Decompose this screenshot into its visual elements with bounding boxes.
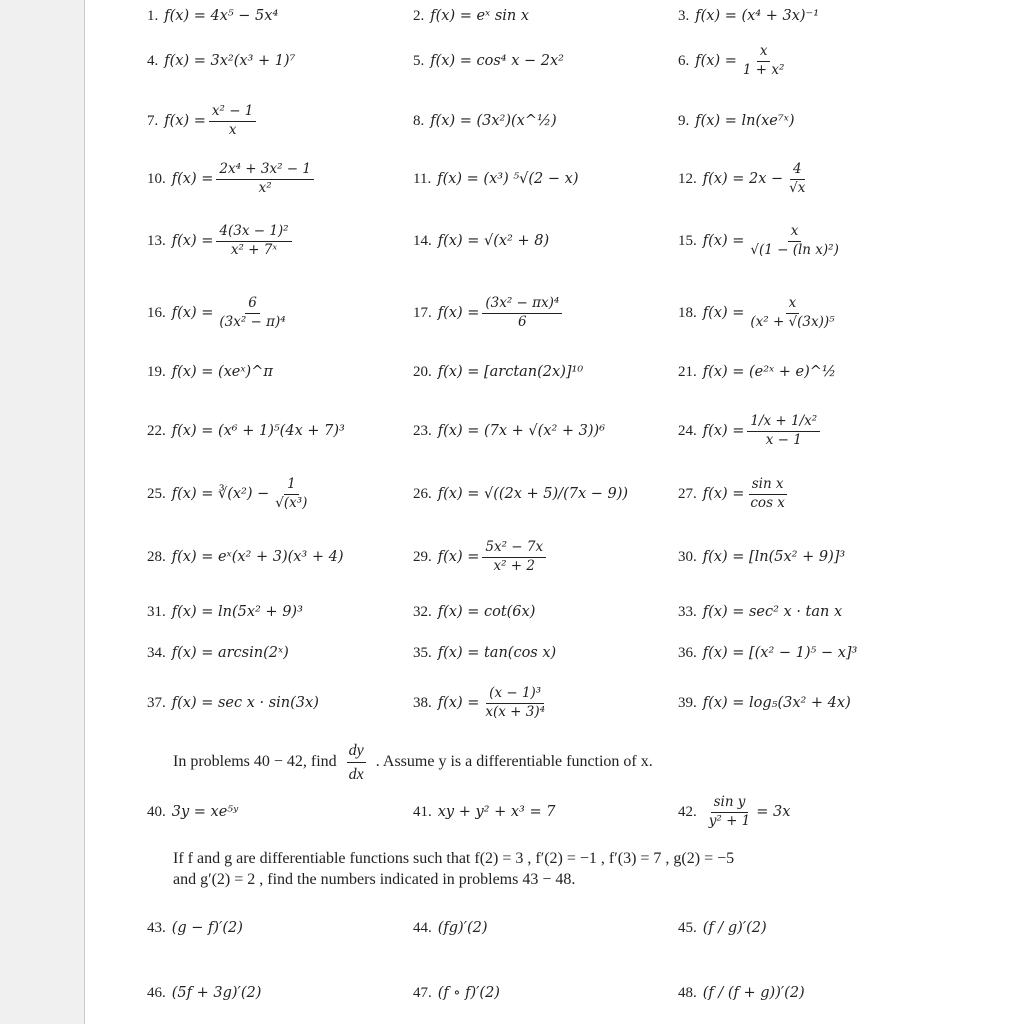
expression-text: f(x) = ln(5x² + 9)³ [171,604,303,621]
problem-21 [678,365,836,380]
problem-25 [147,478,313,510]
fraction-numerator: 1/x + 1/x² [747,415,820,432]
problem-31 [147,605,303,620]
problem-number: 13. [147,232,166,249]
problem-number: 16. [147,304,166,321]
expression-text: f(x) = (3x²)(x^½) [430,113,557,130]
problem-expression [703,550,845,565]
expression-text: (g − f)′(2) [171,920,243,937]
expression-text: f(x) = cos⁴ x − 2x² [430,53,564,70]
problem-number: 20. [413,364,432,380]
problem-expression [695,9,819,24]
fraction-denominator: cos x [750,494,785,511]
problem-expression [172,986,262,1001]
problem-46 [147,986,261,1001]
problem-4 [147,54,295,69]
expression-lead: f(x) = [702,422,745,439]
problem-expression [172,365,273,380]
problem-number: 38. [413,694,432,711]
problem-35 [413,646,556,661]
problem-10 [147,163,317,195]
expression-lead: f(x) = [171,304,214,321]
problem-7 [147,105,259,137]
problem-27 [678,478,791,510]
problem-expression [438,297,566,329]
expression-text: f(x) = [arctan(2x)]¹⁰ [437,364,584,381]
problem-expression [430,9,529,24]
problem-number: 12. [678,170,697,187]
problem-39 [678,696,851,711]
expression-text: f(x) = cot(6x) [437,604,536,621]
problem-number: 40. [147,804,166,820]
problem-expression [172,163,317,195]
problem-number: 44. [413,920,432,936]
expression-text: (f ∘ f)′(2) [437,985,500,1002]
fraction-numerator: 2x⁴ + 3x² − 1 [216,163,314,180]
expression-text: f(x) = (x³) ⁵√(2 − x) [437,171,579,188]
problem-number: 35. [413,645,432,661]
fraction-numerator: x² − 1 [209,105,257,122]
expression-lead: f(x) = [437,694,480,711]
problem-number: 3. [678,8,690,24]
expression-text: (5f + 3g)′(2) [171,985,262,1002]
problem-expression [164,54,295,69]
problem-expression [172,478,314,510]
expression-lead: f(x) = [437,304,480,321]
problem-expression [172,297,292,329]
problem-expression [438,605,536,620]
expression-text: f(x) = √(x² + 8) [437,233,550,250]
problem-number: 33. [678,604,697,620]
problem-23 [413,424,605,439]
problem-36 [678,646,857,661]
problem-34 [147,646,289,661]
problem-expression [164,105,259,137]
expression-text: f(x) = √((2x + 5)/(7x − 9)) [437,486,629,503]
expression-text: f(x) = [ln(5x² + 9)]³ [702,549,846,566]
expression-text: f(x) = sec² x · tan x [702,604,843,621]
problem-number: 48. [678,985,697,1001]
problem-number: 14. [413,233,432,249]
problem-expression [172,696,319,711]
problem-number: 4. [147,53,159,69]
fraction-numerator: x [786,297,800,314]
expression-text: f(x) = (xeˣ)^π [171,364,273,381]
problem-expression [703,796,791,828]
problem-number: 10. [147,170,166,187]
fraction-numerator: sin y [711,796,749,813]
problem-expression [164,9,278,24]
implicit-instruction [173,740,653,785]
problem-number: 30. [678,549,697,565]
expression-text: f(x) = [(x² − 1)⁵ − x]³ [702,645,858,662]
fraction-denominator: √(1 − (ln x)²) [750,241,839,258]
implicit-suffix: . Assume y is a differentiable function of x. [375,753,653,771]
problem-number: 41. [413,804,432,820]
problem-number: 22. [147,423,166,439]
problem-number: 29. [413,548,432,565]
expression-text: f(x) = 4x⁵ − 5x⁴ [164,8,279,25]
problem-32 [413,605,535,620]
problem-19 [147,365,273,380]
problem-expression [172,605,303,620]
problem-48 [678,986,805,1001]
problem-expression [703,646,858,661]
problem-45 [678,921,767,936]
expression-text: f(x) = log₅(3x² + 4x) [702,695,851,712]
problem-expression [703,297,841,329]
expression-text: f(x) = eˣ(x² + 3)(x³ + 4) [171,549,344,566]
problem-33 [678,605,842,620]
expression-text: (f / (f + g))′(2) [702,985,805,1002]
given-values-instruction [173,848,734,890]
problem-43 [147,921,243,936]
dy-dx-fraction [347,740,366,785]
dx: dx [348,766,364,783]
problem-3 [678,9,819,24]
fraction-denominator: x² + 2 [493,557,535,574]
problem-number: 21. [678,364,697,380]
problem-expression [430,54,564,69]
fraction-denominator: 6 [518,313,527,330]
problem-expression [172,550,344,565]
fraction [482,541,546,573]
problem-number: 28. [147,549,166,565]
problem-38 [413,687,551,719]
problem-number: 17. [413,304,432,321]
problem-expression [172,424,345,439]
problem-number: 7. [147,112,159,129]
problem-expression [703,225,845,257]
fraction [747,297,837,329]
fraction-numerator: 1 [284,478,299,495]
fraction-numerator: x [757,45,771,62]
problem-expression [438,365,583,380]
problem-number: 5. [413,53,425,69]
problem-2 [413,9,529,24]
problem-number: 24. [678,422,697,439]
expression-text: (f / g)′(2) [702,920,767,937]
problem-12 [678,163,811,195]
problem-expression [438,541,549,573]
fraction [216,163,314,195]
problem-14 [413,234,549,249]
problem-expression [703,986,805,1001]
problem-15 [678,225,845,257]
problem-number: 19. [147,364,166,380]
expression-text: f(x) = ln(xe⁷ˣ) [695,113,795,130]
expression-lead: f(x) = [437,548,480,565]
problem-16 [147,297,292,329]
expression-text: f(x) = eˣ sin x [430,8,530,25]
problem-5 [413,54,564,69]
expression-text: f(x) = 3x²(x³ + 1)⁷ [164,53,296,70]
problem-number: 42. [678,803,697,820]
problem-expression [172,805,239,820]
problem-13 [147,225,295,257]
expression-text: f(x) = (7x + √(x² + 3))⁶ [437,423,606,440]
fraction [482,687,548,719]
problem-number: 27. [678,485,697,502]
problem-24 [678,415,823,447]
fraction-denominator: (x² + √(3x))⁵ [750,313,835,330]
problem-6 [678,45,790,77]
problem-37 [147,696,319,711]
expression-lead: f(x) = [164,112,206,129]
problem-expression [437,172,578,187]
expression-lead: f(x) = [702,232,745,249]
problem-expression [172,646,289,661]
problem-number: 39. [678,695,697,711]
expression-lead: f(x) = [171,170,214,187]
fraction [747,225,841,257]
fraction-denominator: y² + 1 [708,812,751,829]
fraction-denominator: x(x + 3)⁴ [485,703,546,720]
problem-18 [678,297,841,329]
fraction [272,478,310,510]
fraction-numerator: 4(3x − 1)² [216,225,291,242]
dy: dy [347,740,366,763]
expression-lead: f(x) = ∛(x²) − [171,485,270,502]
problem-number: 47. [413,985,432,1001]
problem-17 [413,297,565,329]
problem-number: 15. [678,232,697,249]
problem-22 [147,424,345,439]
fraction-denominator: x² [258,179,272,196]
fraction-denominator: x [228,121,237,138]
problem-number: 11. [413,171,432,187]
problem-expression [438,986,500,1001]
problem-1 [147,9,278,24]
fraction-denominator: √(x³) [275,494,308,511]
problem-26 [413,487,628,502]
problem-11 [413,172,578,187]
problem-number: 45. [678,920,697,936]
fraction-denominator: √x [789,179,806,196]
problem-8 [413,114,557,129]
expression-lead: f(x) = 2x − [702,170,784,187]
problem-expression [438,921,488,936]
expression-text: xy + y² + x³ = 7 [437,804,556,821]
problem-number: 37. [147,695,166,711]
expression-text: f(x) = tan(cos x) [437,645,557,662]
expression-lead: f(x) = [702,304,745,321]
problem-30 [678,550,845,565]
given-line-1: If f and g are differentiable functions such that f(2) = 3 , f′(2) = −1 , f′(3) = 7 , g(2) = −5 [173,850,735,867]
problem-expression [695,45,790,77]
problem-expression [438,687,551,719]
problem-expression [695,114,794,129]
problem-expression [703,365,836,380]
expression-text: f(x) = (x⁴ + 3x)⁻¹ [695,8,820,25]
expression-lead: f(x) = [171,232,214,249]
expression-text: 3y = xe⁵ʸ [171,804,239,821]
expression-text: f(x) = (x⁶ + 1)⁵(4x + 7)³ [171,423,345,440]
expression-text: f(x) = sec x · sin(3x) [171,695,319,712]
problem-20 [413,365,583,380]
fraction [747,478,788,510]
problem-expression [172,921,243,936]
problem-29 [413,541,549,573]
fraction-numerator: (3x² − πx)⁴ [482,297,562,314]
problem-expression [438,487,628,502]
problem-number: 25. [147,485,166,502]
fraction-numerator: 6 [245,297,260,314]
fraction-denominator: 1 + x² [742,61,785,78]
problem-number: 34. [147,645,166,661]
fraction [482,297,562,329]
expression-lead: f(x) = [702,485,745,502]
problem-9 [678,114,794,129]
problem-expression [438,234,549,249]
fraction-denominator: x² + 7ˣ [230,241,278,258]
problem-number: 6. [678,52,690,69]
fraction [216,297,288,329]
fraction [216,225,291,257]
problem-expression [703,696,851,711]
problem-number: 36. [678,645,697,661]
problem-expression [438,424,605,439]
worksheet-page [84,0,1012,1024]
fraction-numerator: x [788,225,802,242]
problem-41 [413,805,555,820]
expression-lead: f(x) = [695,52,737,69]
problem-number: 32. [413,604,432,620]
fraction [209,105,257,137]
fraction-numerator: (x − 1)³ [486,687,544,704]
problem-number: 1. [147,8,159,24]
problem-expression [703,921,767,936]
problem-number: 23. [413,423,432,439]
fraction-denominator: x − 1 [765,431,802,448]
problem-number: 2. [413,8,425,24]
problem-28 [147,550,344,565]
problem-40 [147,805,238,820]
problem-expression [438,646,556,661]
fraction-numerator: sin x [749,478,787,495]
problem-expression [703,163,812,195]
fraction [740,45,788,77]
expression-text: f(x) = (e²ˣ + e)^½ [702,364,836,381]
fraction-numerator: 5x² − 7x [482,541,546,558]
problem-expression [430,114,556,129]
problem-expression [438,805,556,820]
problem-expression [703,605,842,620]
problem-number: 18. [678,304,697,321]
problem-42 [678,796,790,828]
problem-expression [172,225,295,257]
problem-expression [703,478,791,510]
fraction-denominator: (3x² − π)⁴ [219,313,286,330]
expression-text: f(x) = arcsin(2ˣ) [171,645,289,662]
fraction [747,415,820,447]
fraction [706,796,754,828]
problem-number: 8. [413,113,425,129]
problem-number: 31. [147,604,166,620]
problem-number: 46. [147,985,166,1001]
implicit-prefix: In problems 40 − 42, find [173,753,337,771]
given-line-2: and g′(2) = 2 , find the numbers indicated in problems 43 − 48. [173,871,576,888]
expression-tail: = 3x [756,803,791,820]
problem-number: 26. [413,486,432,502]
problem-expression [703,415,823,447]
problem-number: 43. [147,920,166,936]
problem-number: 9. [678,113,690,129]
fraction-numerator: 4 [790,163,805,180]
problem-47 [413,986,500,1001]
problem-44 [413,921,488,936]
fraction [786,163,808,195]
expression-text: (fg)′(2) [437,920,488,937]
